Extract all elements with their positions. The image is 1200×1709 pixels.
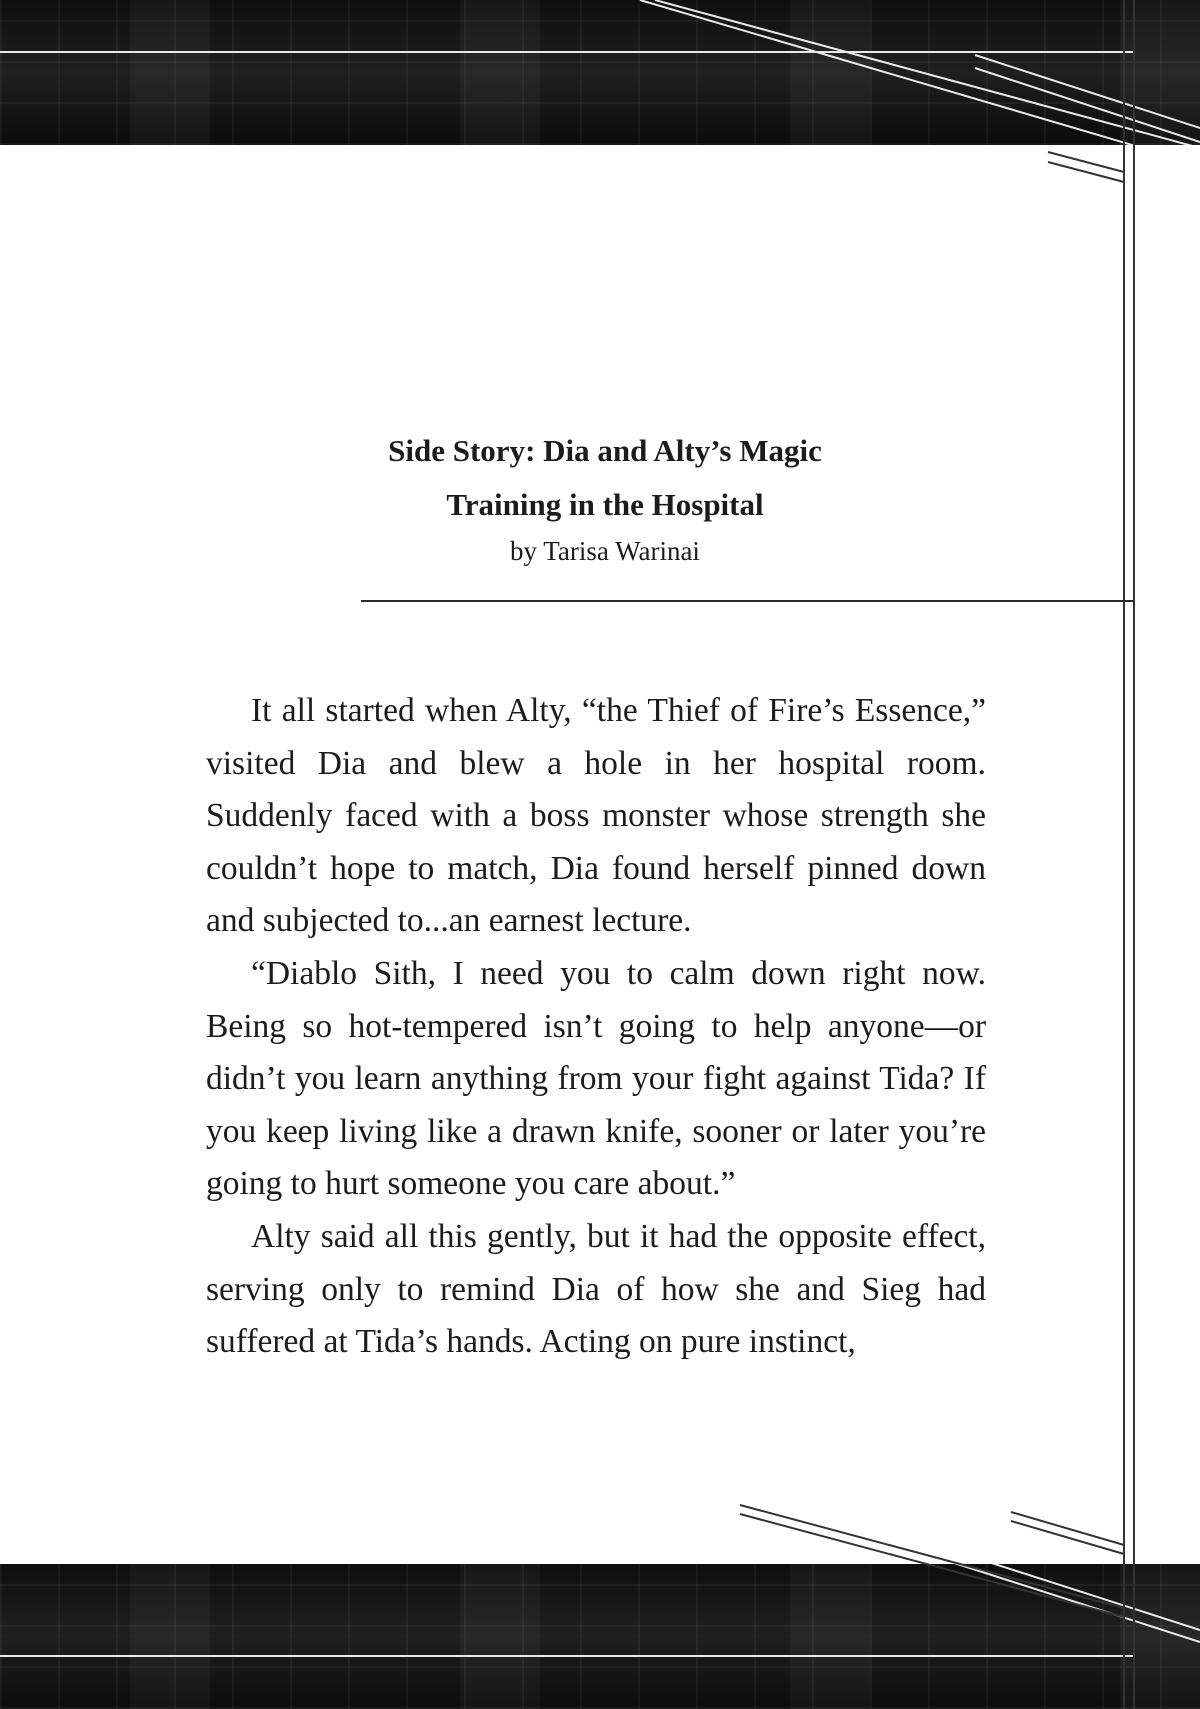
title-divider-rule (361, 600, 1134, 602)
paragraph: “Diablo Sith, I need you to calm down right now. Being so hot-tempered isn’t going to help anyone—or didn’t you learn anything from your fight against Tida? If you keep living like a drawn knife, sooner or later you’re going to hurt someone you care about.” (206, 954, 986, 1203)
story-body (206, 685, 986, 1369)
paragraph: It all started when Alty, “the Thief of Fire’s Essence,” visited Dia and blew a hole in her hospital room. Suddenly faced with a boss monster whose strength she couldn’t hope to match, Dia found herself pinned down and subjected to...an earnest lecture. (206, 692, 986, 940)
chapter-title-line-2: Training in the Hospital (446, 487, 764, 522)
bottom-decorative-band (0, 1564, 1200, 1709)
paragraph: Alty said all this gently, but it had the opposite effect, serving only to remind Dia of how she and Sieg had suffered at Tida’s hands. Acting on pure instinct, (206, 1217, 986, 1361)
chapter-title-line-1: Side Story: Dia and Alty’s Magic (388, 433, 822, 468)
top-decorative-band (0, 0, 1200, 145)
author-byline: by Tarisa Warinai (510, 536, 700, 566)
chapter-title-block (280, 424, 930, 570)
